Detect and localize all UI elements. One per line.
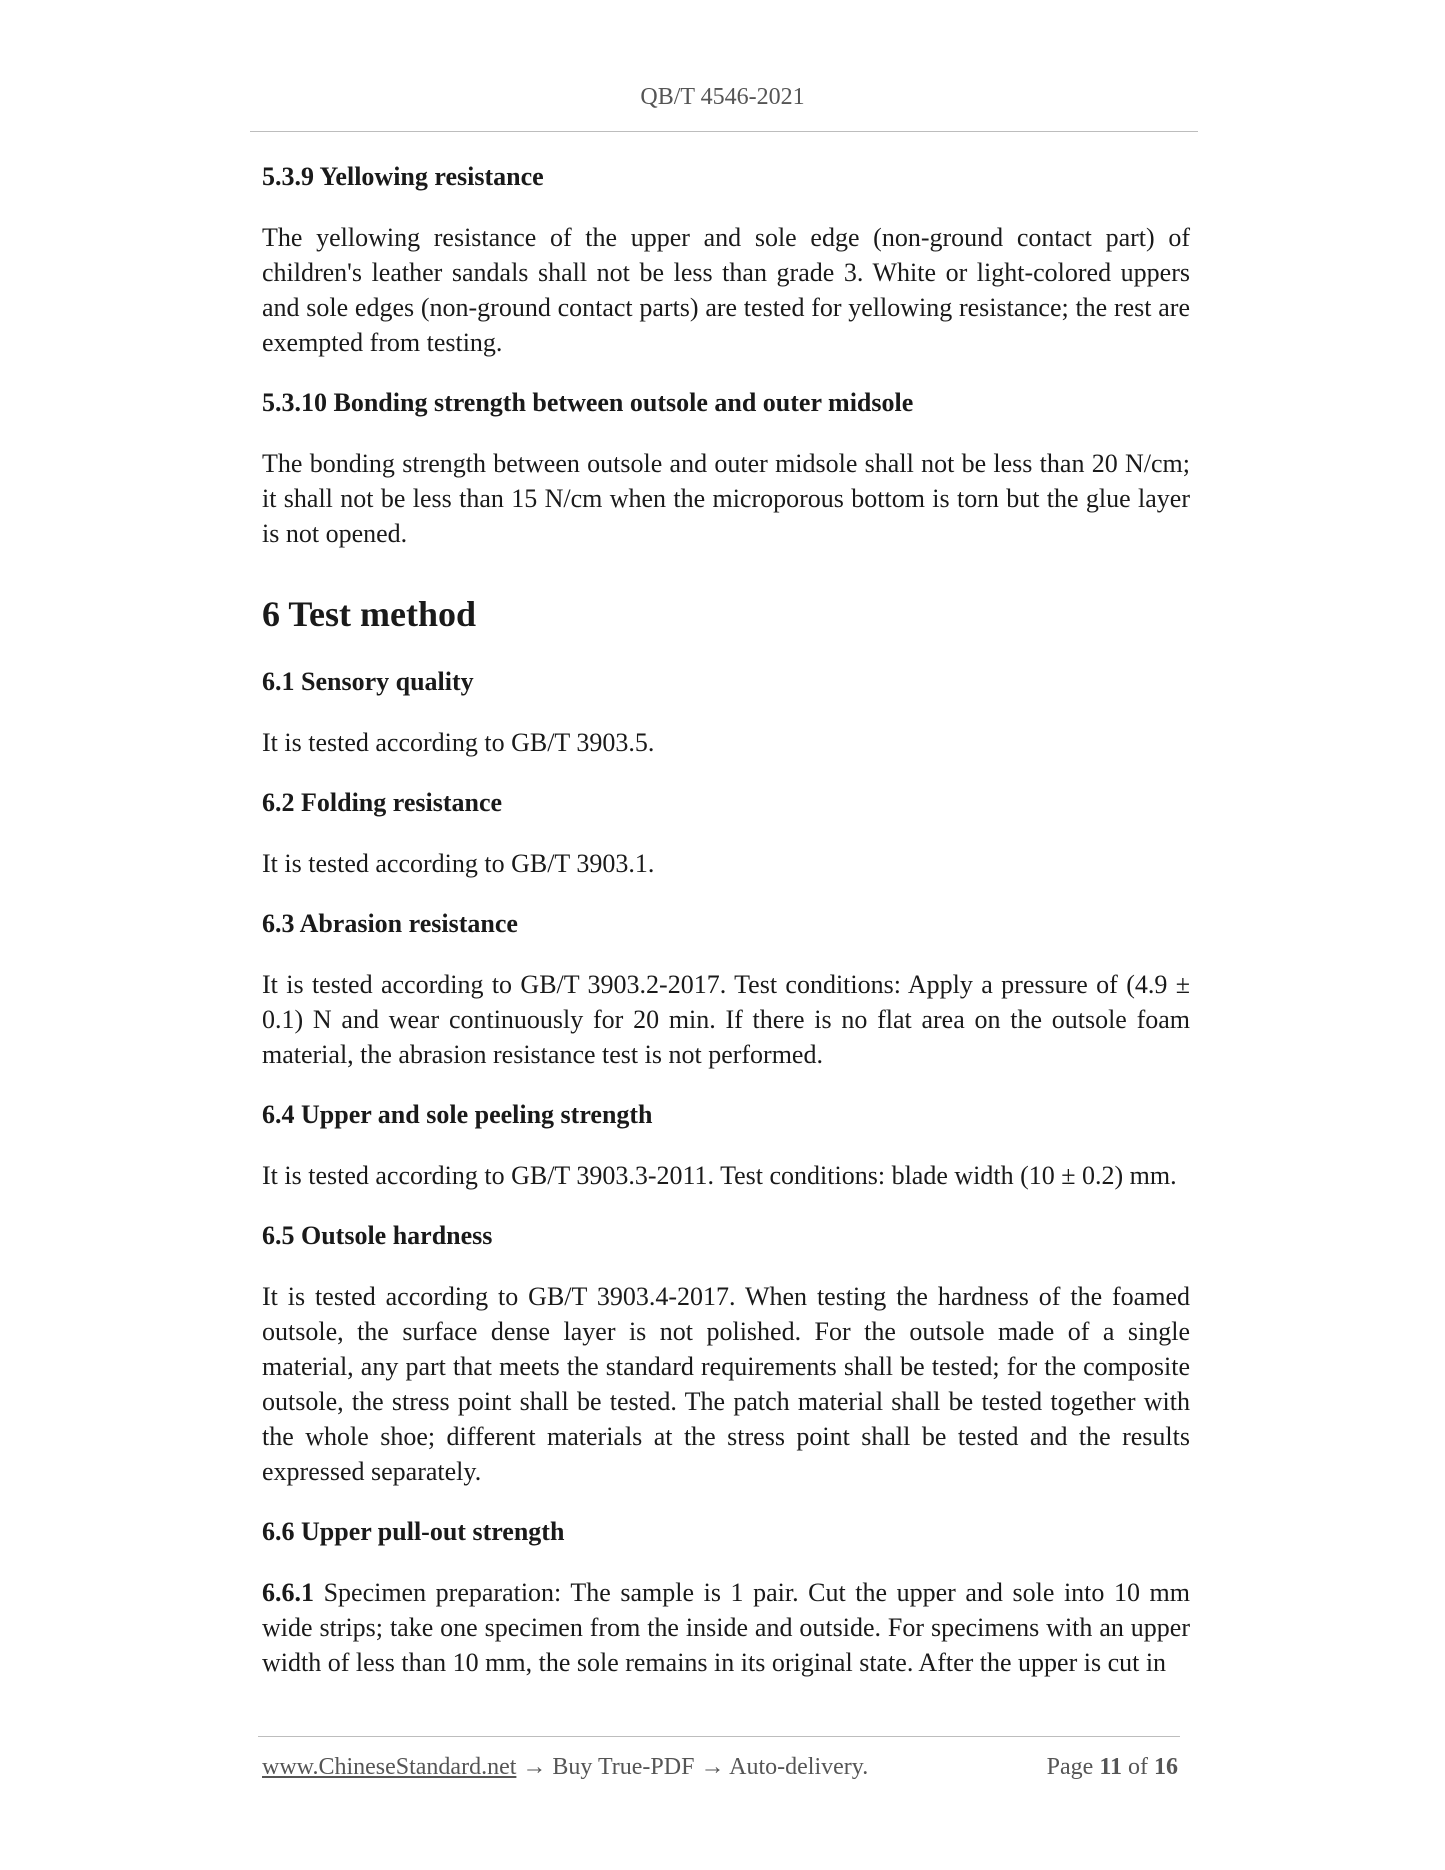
page-total: 16 xyxy=(1154,1754,1178,1780)
footer-divider xyxy=(258,1736,1180,1737)
auto-delivery-text: Auto-delivery. xyxy=(729,1754,869,1780)
section-heading-6-3: 6.3 Abrasion resistance xyxy=(262,909,518,938)
website-link[interactable]: www.ChineseStandard.net xyxy=(262,1754,517,1780)
section-heading-6-2: 6.2 Folding resistance xyxy=(262,788,503,817)
page-label: Page xyxy=(1046,1754,1094,1780)
section-text-6-3: It is tested according to GB/T 3903.2-2017. Test conditions: Apply a pressure of (4.9 ± 0.1) N and wear continuously for 20 min. If there is no flat area on the outsole foam material, the abrasion resistance test is not performed. xyxy=(262,970,1190,1069)
section-heading-6-1: 6.1 Sensory quality xyxy=(262,667,474,696)
section-heading-5-3-9: 5.3.9 Yellowing resistance xyxy=(262,162,544,191)
footer-promo xyxy=(262,1754,868,1781)
section-text-5-3-10: The bonding strength between outsole and outer midsole shall not be less than 20 N/cm; it shall not be less than 15 N/cm when the microporous bottom is torn but the glue layer is not opened. xyxy=(262,449,1190,548)
section-text-5-3-9: The yellowing resistance of the upper and sole edge (non-ground contact part) of children's leather sandals shall not be less than grade 3. White or light-colored uppers and sole edges (non-ground contact parts) are tested for yellowing resistance; the rest are exempted from testing. xyxy=(262,223,1190,357)
page-content xyxy=(262,160,1190,1706)
section-heading-5-3-10: 5.3.10 Bonding strength between outsole and outer midsole xyxy=(262,388,914,417)
section-heading-6-4: 6.4 Upper and sole peeling strength xyxy=(262,1100,653,1129)
clause-number-6-6-1: 6.6.1 xyxy=(262,1578,314,1607)
page-number xyxy=(1047,1754,1178,1781)
section-text-6-1: It is tested according to GB/T 3903.5. xyxy=(262,728,655,757)
clause-text-6-6-1: Specimen preparation: The sample is 1 pair. Cut the upper and sole into 10 mm wide strips; take one specimen from the inside and outside. For specimens with an upper width of less than 10 mm, the sole remains in its original state. After the upper is cut in xyxy=(262,1578,1190,1677)
header-divider xyxy=(250,131,1198,132)
chapter-heading-6: 6 Test method xyxy=(262,594,477,634)
section-heading-6-6: 6.6 Upper pull-out strength xyxy=(262,1517,565,1546)
section-text-6-4: It is tested according to GB/T 3903.3-2011. Test conditions: blade width (10 ± 0.2) mm. xyxy=(262,1161,1177,1190)
page-of-label: of xyxy=(1128,1754,1148,1780)
running-header: QB/T 4546-2021 xyxy=(640,84,805,110)
buy-true-pdf-text: Buy True-PDF xyxy=(552,1754,695,1780)
arrow-right-icon: → xyxy=(694,1754,730,1780)
section-text-6-6-1 xyxy=(262,1575,1190,1680)
section-text-6-5: It is tested according to GB/T 3903.4-2017. When testing the hardness of the foamed outsole, the surface dense layer is not polished. For the outsole made of a single material, any part that meets the standard requirements shall be tested; for the composite outsole, the stress point shall be tested. The patch material shall be tested together with the whole shoe; different materials at the stress point shall be tested and the results expressed separately. xyxy=(262,1282,1190,1486)
section-heading-6-5: 6.5 Outsole hardness xyxy=(262,1221,493,1250)
page-current: 11 xyxy=(1099,1754,1122,1780)
arrow-right-icon: → xyxy=(516,1754,553,1780)
section-text-6-2: It is tested according to GB/T 3903.1. xyxy=(262,849,655,878)
